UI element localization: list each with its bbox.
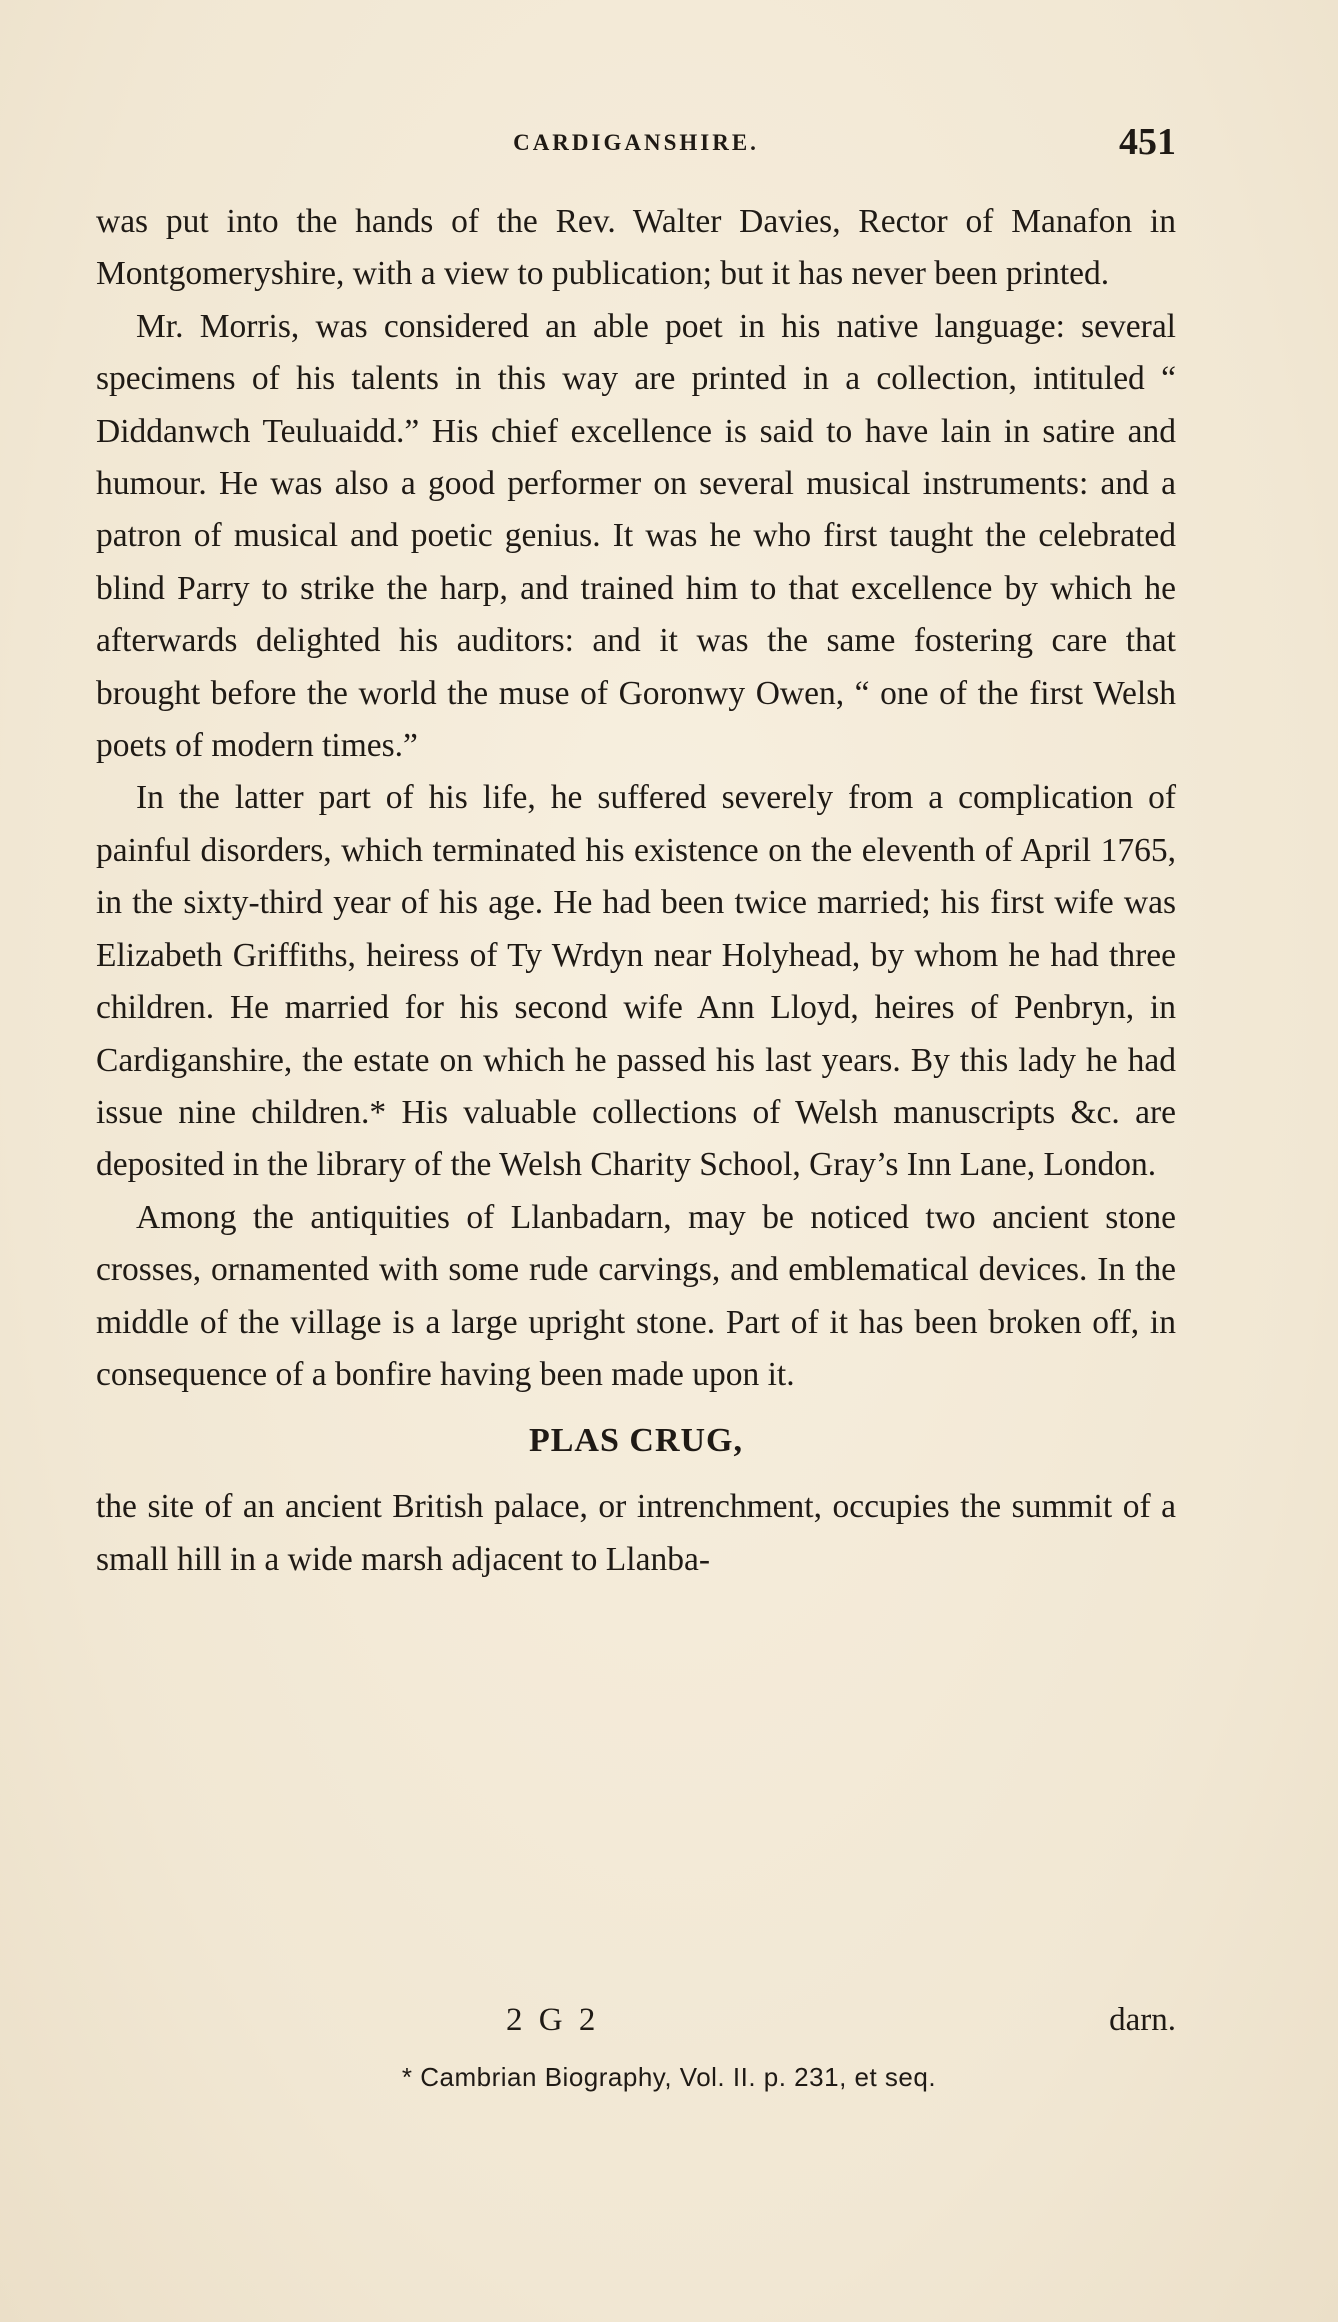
paragraph-morris-poet: Mr. Morris, was considered an able poet in his native language: several specimens of his talents in this way are printed in a collection, intituled “ Diddanwch Teuluaidd.” His chief excellence is said to have lain in satire and humour. He was also a good performer on several musical instruments: and a patron of musical and poetic genius. It was he who first taught the celebrated blind Parry to strike the harp, and trained him to that excellence by which he afterwards delighted his auditors: and it was the same fostering care that brought before the world the muse of Goronwy Owen, “ one of the first Welsh poets of modern times.” xyxy=(96,307,1176,765)
running-head: CARDIGANSHIRE. xyxy=(513,130,759,155)
catchword: darn. xyxy=(1109,2002,1176,2038)
footnote: * Cambrian Biography, Vol. II. p. 231, et seq. xyxy=(401,2062,937,2092)
page-foot-line xyxy=(96,2002,1176,2052)
paragraph-antiquities: Among the antiquities of Llanbadarn, may be noticed two ancient stone crosses, ornamented with some rude carvings, and emblematical devices. In the middle of the village is a large upright stone. Part of it has been broken off, in consequence of a bonfire having been made upon it. xyxy=(96,1198,1176,1393)
paragraph-plas-crug: the site of an ancient British palace, or intrenchment, occupies the summit of a small hill in a wide marsh adjacent to Llanba- xyxy=(96,1488,1176,1578)
page-number: 451 xyxy=(1119,121,1176,163)
page-header xyxy=(96,120,1176,170)
body-text xyxy=(96,196,1176,1586)
paragraph-later-life: In the latter part of his life, he suffered severely from a complication of painful disorders, which terminated his existence on the eleventh of April 1765, in the sixty-third year of his age. He had been twice married; his first wife was Elizabeth Griffiths, heiress of Ty Wrdyn near Holyhead, by whom he had three children. He married for his second wife Ann Lloyd, heires of Penbryn, in Cardiganshire, the estate on which he passed his last years. By this lady he had issue nine children.* His valuable collections of Welsh manuscripts &c. are deposited in the library of the Welsh Charity School, Gray’s Inn Lane, London. xyxy=(96,779,1176,1184)
signature-mark: 2 G 2 xyxy=(506,2002,600,2038)
paragraph-continuation: was put into the hands of the Rev. Walter Davies, Rector of Manafon in Montgomeryshire, with a view to publication; but it has never been printed. xyxy=(96,203,1176,293)
section-heading: PLAS CRUG, xyxy=(528,1422,744,1460)
